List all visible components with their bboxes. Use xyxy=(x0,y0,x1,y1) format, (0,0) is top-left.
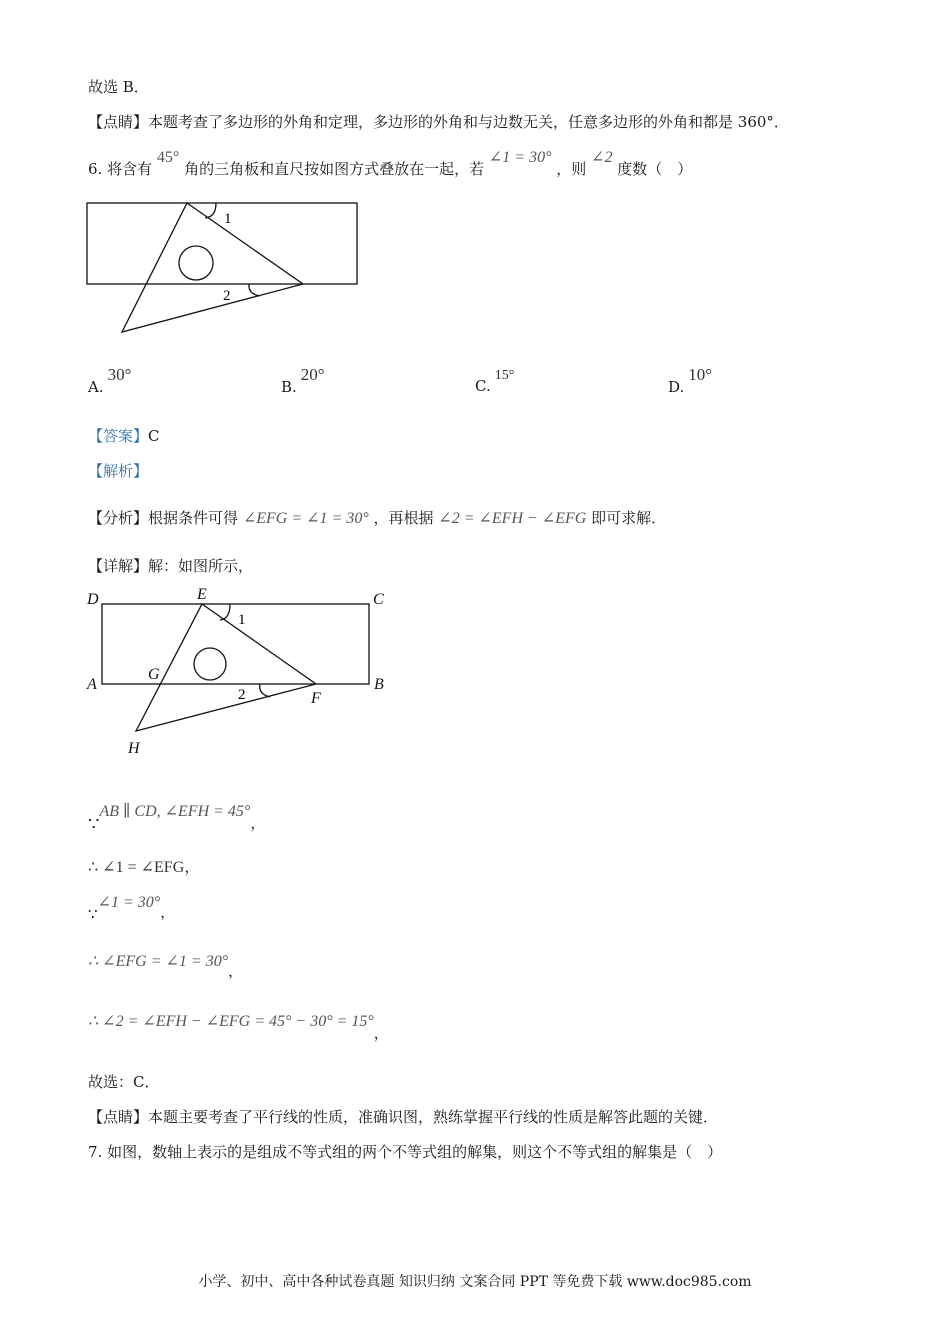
point-a: A xyxy=(87,676,97,693)
q6-text-d: 度数（ ） xyxy=(617,160,693,178)
option-a-value: 30° xyxy=(107,365,132,384)
option-d xyxy=(668,365,713,397)
triangle-hole-2 xyxy=(194,648,226,680)
option-c xyxy=(475,368,515,396)
comment-line: 【点睛】本题考查了多边形的外角和定理，多边形的外角和与边数无关，任意多边形的外角和都是 360°． xyxy=(88,113,789,131)
fenxi-c: 即可求解． xyxy=(591,509,667,527)
step-5-math: ∴ ∠2 = ∠EFH − ∠EFG = 45° − 30° = 15° xyxy=(88,1013,374,1030)
step-1-comma: ， xyxy=(250,814,266,832)
fig1-label-2: 2 xyxy=(223,288,231,304)
fenxi-b: ，再根据 xyxy=(373,509,434,527)
option-c-letter: C. xyxy=(475,377,491,395)
fenxi-line xyxy=(88,507,666,528)
comment-line-2: 【点睛】本题主要考查了平行线的性质，准确识图，熟练掌握平行线的性质是解答此题的关键． xyxy=(88,1108,719,1126)
figure-2 xyxy=(80,583,400,763)
q6-condition: ∠1 = 30° xyxy=(488,149,552,166)
step-3-because: ∵ xyxy=(88,905,98,923)
option-b-letter: B. xyxy=(281,378,297,396)
option-a-letter: A. xyxy=(88,378,104,396)
final-choice: 故选：C． xyxy=(88,1073,160,1091)
step-4 xyxy=(88,950,244,980)
point-c: C xyxy=(373,591,384,608)
answer-value: C xyxy=(148,427,160,445)
step-3 xyxy=(88,891,176,923)
fig1-label-1: 1 xyxy=(224,211,232,227)
analysis-heading: 【解析】 xyxy=(88,462,149,480)
fenxi-math-2: ∠2 = ∠EFH − ∠EFG xyxy=(438,510,587,527)
step-1-math: AB ∥ CD, ∠EFH = 45° xyxy=(99,803,251,820)
option-d-value: 10° xyxy=(688,365,713,384)
q6-degree: 45° xyxy=(156,149,180,166)
angle-2-arc xyxy=(249,284,260,296)
angle-1-arc xyxy=(205,203,216,218)
step-4-comma: ， xyxy=(228,962,244,980)
point-d: D xyxy=(87,591,99,608)
angle-2-arc xyxy=(260,684,270,697)
option-a xyxy=(88,365,132,397)
fig2-label-1: 1 xyxy=(238,612,246,628)
question-6 xyxy=(88,149,693,179)
option-b-value: 20° xyxy=(300,365,325,384)
fig2-label-2: 2 xyxy=(238,687,246,703)
q6-angle: ∠2 xyxy=(591,149,613,166)
step-5 xyxy=(88,1010,389,1042)
step-2 xyxy=(88,854,200,877)
point-e: E xyxy=(197,586,207,603)
point-g: G xyxy=(148,666,160,683)
q6-text-c: ，则 xyxy=(556,160,587,178)
point-b: B xyxy=(374,676,384,693)
step-5-comma: ， xyxy=(373,1024,389,1042)
step-3-comma: ， xyxy=(160,903,176,921)
option-c-value: 15° xyxy=(494,368,515,383)
step-1-because: ∵ xyxy=(88,814,100,835)
point-h: H xyxy=(128,740,140,757)
answer-line xyxy=(88,425,160,446)
point-f: F xyxy=(311,690,321,707)
fenxi-a: 根据条件可得 xyxy=(148,509,239,527)
figure-1 xyxy=(80,195,370,340)
q6-text-b: 角的三角板和直尺按如图方式叠放在一起，若 xyxy=(184,160,485,178)
fenxi-tag: 【分析】 xyxy=(88,509,149,527)
triangle-hole xyxy=(179,246,213,280)
conclusion-line: 故选 B． xyxy=(88,78,149,96)
ruler-rect xyxy=(87,203,357,284)
option-d-letter: D. xyxy=(668,378,685,396)
detail-line: 【详解】解：如图所示， xyxy=(88,557,254,575)
step-2-math: ∴ ∠1 = ∠EFG， xyxy=(88,859,201,876)
step-4-math: ∴ ∠EFG = ∠1 = 30° xyxy=(88,953,229,970)
q6-text-a: 6. 将含有 xyxy=(88,160,153,178)
ruler-rect-abcd xyxy=(102,604,369,684)
step-1 xyxy=(88,800,266,835)
fenxi-math-1: ∠EFG = ∠1 = 30° xyxy=(242,510,369,527)
answer-tag: 【答案】 xyxy=(88,427,149,445)
page-footer: 小学、初中、高中各种试卷真题 知识归纳 文案合同 PPT 等免费下载 www.doc985.com xyxy=(198,1274,752,1290)
question-7: 7. 如图，数轴上表示的是组成不等式组的两个不等式组的解集，则这个不等式组的解集是（ ） xyxy=(88,1143,723,1161)
step-3-math: ∠1 = 30° xyxy=(97,894,161,911)
option-b xyxy=(281,365,325,397)
